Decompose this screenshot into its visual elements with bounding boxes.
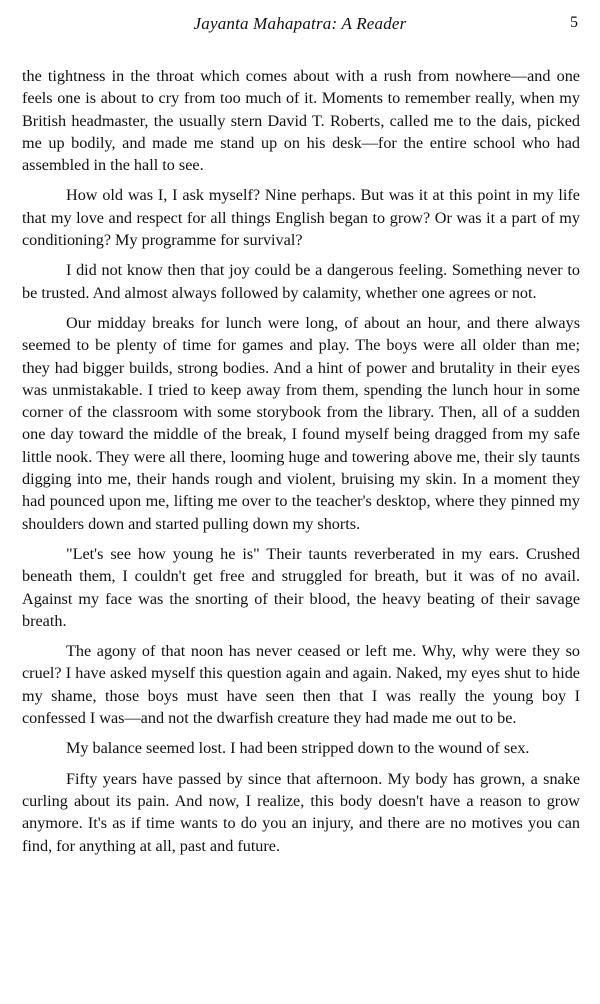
text-body — [22, 65, 580, 865]
paragraph-1: the tightness in the throat which comes about with a rush from nowhere—and one feels one is about to cry from too much of it. Moments to remember really, when my British headmaster, the usually stern David T. Roberts, called me to the dais, picked me up bodily, and made me stand up on his desk—for the entire school who had assembled in the hall to see. — [22, 67, 580, 175]
paragraph-2: How old was I, I ask myself? Nine perhaps. But was it at this point in my life that my love and respect for all things English began to grow? Or was it a part of my conditioning? My programme for survival? — [22, 186, 580, 250]
header-title: Jayanta Mahapatra: A Reader — [193, 14, 407, 33]
paragraph-7: My balance seemed lost. I had been stripped down to the wound of sex. — [66, 739, 530, 758]
paragraph-4: Our midday breaks for lunch were long, of about an hour, and there always seemed to be plenty of time for games and play. The boys were all older than me; they had bigger builds, strong bodies. And a hint of power and brutality in their eyes was unmistakable. I tried to keep away from them, spending the lunch hour in some corner of the classroom with some storybook from the library. Then, all of a sudden one day toward the middle of the break, I found myself being dragged from my safe little nook. They were all there, looming huge and towering above me, their sly taunts digging into me, their hands rough and violent, bruising my skin. In a moment they had pounced upon me, lifting me over to the teacher's desktop, where they pinned my shoulders down and started pulling down my shorts. — [22, 313, 580, 533]
paragraph-6: The agony of that noon has never ceased or left me. Why, why were they so cruel? I have asked myself this question again and again. Naked, my eyes shut to hide my shame, those boys must have seen then that I was really the young boy I confessed I was—and not the dwarfish creature they had made me out to be. — [22, 642, 580, 728]
page-number: 5 — [570, 14, 578, 31]
paragraph-8: Fifty years have passed by since that afternoon. My body has grown, a snake curling about its pain. And now, I realize, this body doesn't have a reason to grow anymore. It's as if time wants to do you an injury, and there are no motives you can find, for anything at all, past and future. — [22, 769, 580, 855]
running-header — [22, 14, 578, 40]
paragraph-3: I did not know then that joy could be a dangerous feeling. Something never to be trusted. And almost always followed by calamity, whether one agrees or not. — [22, 261, 580, 302]
paragraph-5: "Let's see how young he is" Their taunts reverberated in my ears. Crushed beneath them, I couldn't get free and struggled for breath, but it was of no avail. Against my face was the snorting of their blood, the heavy beating of their savage breath. — [22, 544, 580, 630]
